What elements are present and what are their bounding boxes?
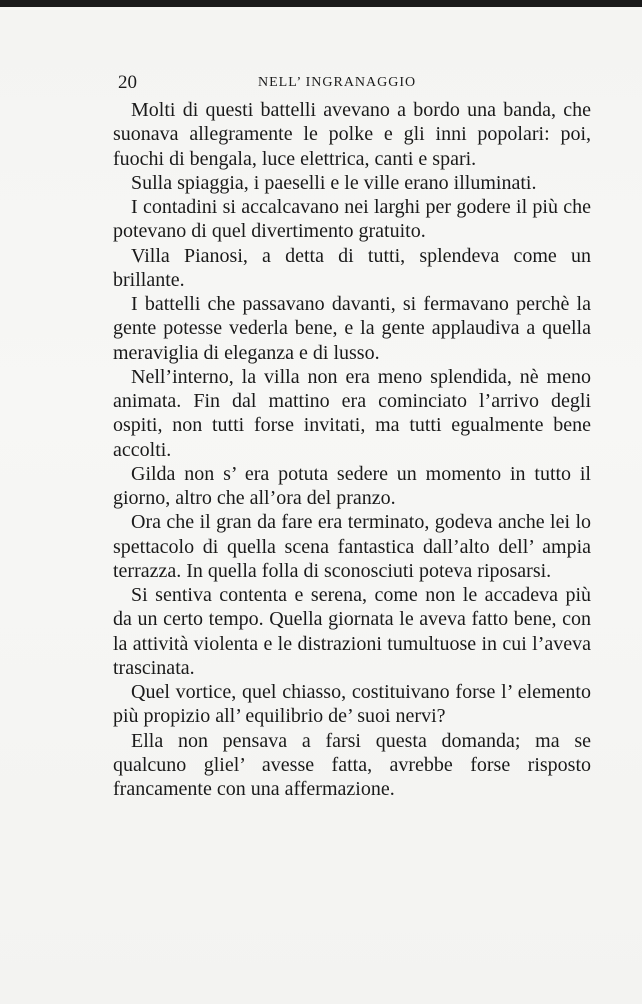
page-top-edge <box>0 0 642 7</box>
paragraph: Villa Pianosi, a detta di tutti, splendeva come un brillante. <box>113 244 591 291</box>
paragraph: Si sentiva contenta e serena, come non le accadeva più da un certo tempo. Quella giornata le aveva fatto bene, con la attività violenta e le distrazioni tumultuose in cui l’aveva trascinata. <box>113 584 591 679</box>
page-header <box>118 72 588 94</box>
paragraph: Sulla spiaggia, i paeselli e le ville erano illuminati. <box>131 171 537 194</box>
paragraph: Gilda non s’ era potuta sedere un momento in tutto il giorno, altro che all’ora del pranzo. <box>113 462 591 509</box>
running-head: NELL’ INGRANAGGIO <box>258 75 417 90</box>
page-number: 20 <box>118 72 137 93</box>
paragraph: I contadini si accalcavano nei larghi per godere il più che potevano di quel divertimento gratuito. <box>113 196 591 243</box>
paragraph: Nell’interno, la villa non era meno splendida, nè meno animata. Fin dal mattino era cominciato l’arrivo degli ospiti, non tutti forse invitati, ma tutti egualmente bene accolti. <box>113 365 591 461</box>
paragraph: Ella non pensava a farsi questa domanda; ma se qualcuno gliel’ avesse fatta, avrebbe forse risposto francamente con una affermazione. <box>113 729 591 800</box>
paragraph: I battelli che passavano davanti, si fermavano perchè la gente potesse vederla bene, e la gente applaudiva a quella meraviglia di eleganza e di lusso. <box>113 293 591 364</box>
paragraph: Quel vortice, quel chiasso, costituivano forse l’ elemento più propizio all’ equilibrio de’ suoi nervi? <box>113 681 591 728</box>
body-text <box>113 98 591 801</box>
paragraph: Molti di questi battelli avevano a bordo una banda, che suonava allegramente le polke e gli inni popolari: poi, fuochi di bengala, luce elettrica, canti e spari. <box>113 99 591 170</box>
paragraph: Ora che il gran da fare era terminato, godeva anche lei lo spettacolo di quella scena fantastica dall’alto dell’ ampia terrazza. In quella folla di sconosciuti poteva riposarsi. <box>113 511 591 582</box>
